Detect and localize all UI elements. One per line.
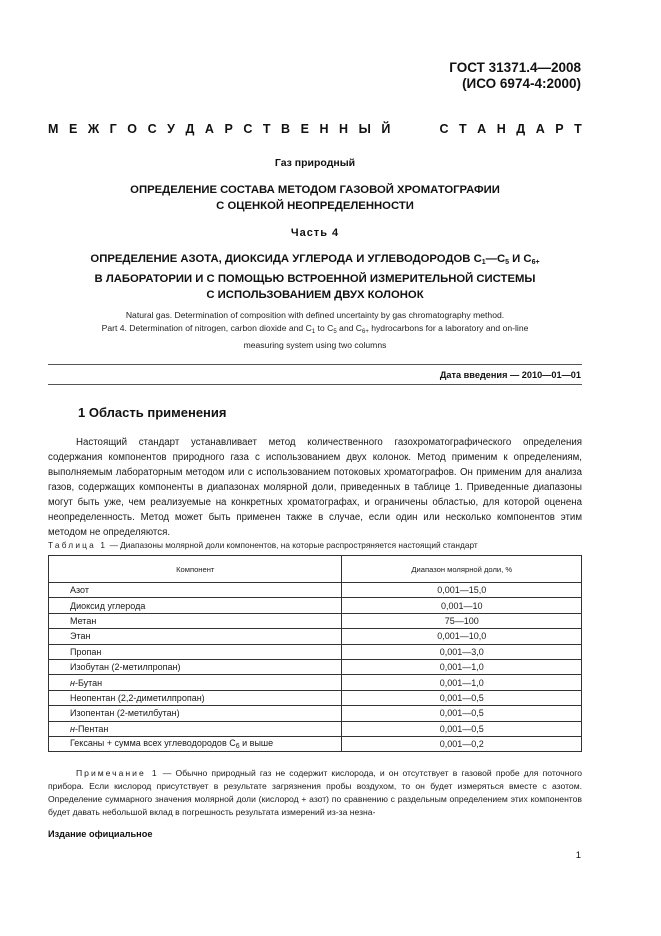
iso-number: (ИСО 6974-4:2000)	[462, 76, 581, 91]
heading-letter: Ы	[358, 122, 371, 136]
gost-number: ГОСТ 31371.4—2008	[449, 60, 581, 75]
official-edition: Издание официальное	[48, 829, 153, 839]
title-line-2: С ОЦЕНКОЙ НЕОПРЕДЕЛЕННОСТИ	[216, 200, 414, 212]
heading-letter: Т	[574, 122, 582, 136]
standard-title	[48, 182, 582, 214]
table-header-row	[49, 556, 582, 583]
interstate-standard-heading	[48, 122, 582, 136]
note-1: Примечание 1 — Обычно природный газ не содержит кислорода, и он отсутствует в газовой пробе для поточного прибора. Если кислород присутствует в результате загрязнения пробы воздухом, то он будет измеряться вместе с азотом. Определение суммарного значения молярной доли (кислород + азот) по сравнению с раздельным определением этих компонентов будет давать небольшой вклад в погрешность результата измерений из-за незна-	[48, 768, 582, 817]
heading-letter: А	[535, 122, 545, 136]
heading-word-gap	[401, 122, 429, 136]
table-caption: Таблица 1 — Диапазоны молярной доли компонентов, на которые распростряняется настоящий стандарт	[48, 540, 478, 550]
introduction-date: Дата введения — 2010—01—01	[439, 370, 581, 380]
heading-letter: Й	[381, 122, 391, 136]
table-row	[49, 721, 582, 736]
table-row	[49, 675, 582, 690]
cell-range: 0,001—10,0	[342, 629, 582, 644]
table-body	[49, 583, 582, 752]
heading-letter: С	[147, 122, 157, 136]
heading-letter: Д	[516, 122, 526, 136]
heading-letter: Н	[339, 122, 349, 136]
english-title-line-3: measuring system using two columns	[243, 340, 387, 350]
heading-letter: Е	[68, 122, 78, 136]
cell-component: Азот	[49, 583, 342, 598]
english-title	[48, 309, 582, 352]
heading-letter: О	[127, 122, 138, 136]
heading-letter: Р	[224, 122, 233, 136]
cell-range: 0,001—0,2	[342, 736, 582, 751]
heading-letter: М	[48, 122, 59, 136]
part-title-line-2: В ЛАБОРАТОРИИ И С ПОМОЩЬЮ ВСТРОЕННОЙ ИЗМЕРИТЕЛЬНОЙ СИСТЕМЫ	[94, 273, 536, 285]
table-row	[49, 629, 582, 644]
cell-range: 0,001—1,0	[342, 659, 582, 674]
cell-range: 0,001—0,5	[342, 706, 582, 721]
heading-letter: А	[477, 122, 487, 136]
standard-subject: Газ природный	[274, 157, 356, 169]
cell-component: Пропан	[49, 644, 342, 659]
header-range: Диапазон молярной доли, %	[342, 556, 582, 583]
heading-letter: Ж	[87, 122, 100, 136]
heading-letter: В	[281, 122, 291, 136]
section-title: 1 Область применения	[78, 405, 227, 420]
heading-letter: Р	[555, 122, 564, 136]
table-row	[49, 690, 582, 705]
part-title	[48, 251, 582, 303]
cell-component: Изопентан (2-метилбутан)	[49, 706, 342, 721]
cell-component: н-Пентан	[49, 721, 342, 736]
heading-letter: С	[439, 122, 449, 136]
table-row	[49, 613, 582, 628]
cell-component: Гексаны + сумма всех углеводородов $С_6$ и выше	[49, 736, 342, 751]
page-number: 1	[575, 850, 581, 861]
part-label: Часть 4	[290, 227, 340, 239]
heading-letter: А	[204, 122, 214, 136]
cell-component: Этан	[49, 629, 342, 644]
scope-paragraph: Настоящий стандарт устанавливает метод количественного газохроматографического определения содержания компонентов природного газа с использованием двух колонок. Метод применим к определениям, выполняемым лабораторным методом или с использованием потоковых хроматографов. Он применим для анализа газов, содержащих компоненты в диапазонах молярной доли, приведенных в таблице 1. Приведенные диапазоны могут быть уже, чем реализуемые на конкретных хроматографах, и ограничены областью, для которой оценена неопределенность. Метод может быть применен также в случае, если один или несколько компонентов этим методом не определяются.	[48, 437, 582, 538]
cell-component: н-Бутан	[49, 675, 342, 690]
heading-letter: Е	[300, 122, 309, 136]
part-title-line-3: С ИСПОЛЬЗОВАНИЕМ ДВУХ КОЛОНОК	[206, 289, 424, 301]
cell-range: 0,001—3,0	[342, 644, 582, 659]
part-title-line-1: ОПРЕДЕЛЕНИЕ АЗОТА, ДИОКСИДА УГЛЕРОДА И УГЛЕВОДОРОДОВ С1—С5 И С6+	[90, 253, 540, 266]
heading-letter: Т	[459, 122, 467, 136]
table-row	[49, 644, 582, 659]
title-line-1: ОПРЕДЕЛЕНИЕ СОСТАВА МЕТОДОМ ГАЗОВОЙ ХРОМАТОГРАФИИ	[130, 184, 500, 196]
english-title-line-1: Natural gas. Determination of composition with defined uncertainty by gas chromatography method.	[125, 310, 505, 320]
table-row	[49, 598, 582, 613]
heading-letter: Т	[262, 122, 271, 136]
heading-letter: Н	[319, 122, 329, 136]
table-row	[49, 706, 582, 721]
header-component: Компонент	[49, 556, 342, 583]
heading-letter: С	[243, 122, 253, 136]
table-row	[49, 659, 582, 674]
cell-range: 0,001—1,0	[342, 675, 582, 690]
heading-letter: Н	[496, 122, 506, 136]
table-row	[49, 583, 582, 598]
table-row	[49, 736, 582, 751]
cell-range: 0,001—10	[342, 598, 582, 613]
cell-component: Диоксид углерода	[49, 598, 342, 613]
cell-component: Метан	[49, 613, 342, 628]
divider-bottom	[48, 384, 582, 385]
english-title-line-2: Part 4. Determination of nitrogen, carbon dioxide and $C_1$ to $C_5$ and $C_{6+}$ hydrocarbons for a laboratory and on-line	[101, 323, 529, 335]
cell-range: 0,001—15,0	[342, 583, 582, 598]
cell-component: Изобутан (2-метилпропан)	[49, 659, 342, 674]
heading-letter: Г	[109, 122, 117, 136]
cell-component: Неопентан (2,2-диметилпропан)	[49, 690, 342, 705]
standard-code	[449, 60, 581, 92]
cell-range: 75—100	[342, 613, 582, 628]
cell-range: 0,001—0,5	[342, 690, 582, 705]
cell-range: 0,001—0,5	[342, 721, 582, 736]
components-table	[48, 555, 582, 752]
heading-letter: Д	[185, 122, 195, 136]
heading-letter: У	[167, 122, 175, 136]
divider-top	[48, 364, 582, 365]
